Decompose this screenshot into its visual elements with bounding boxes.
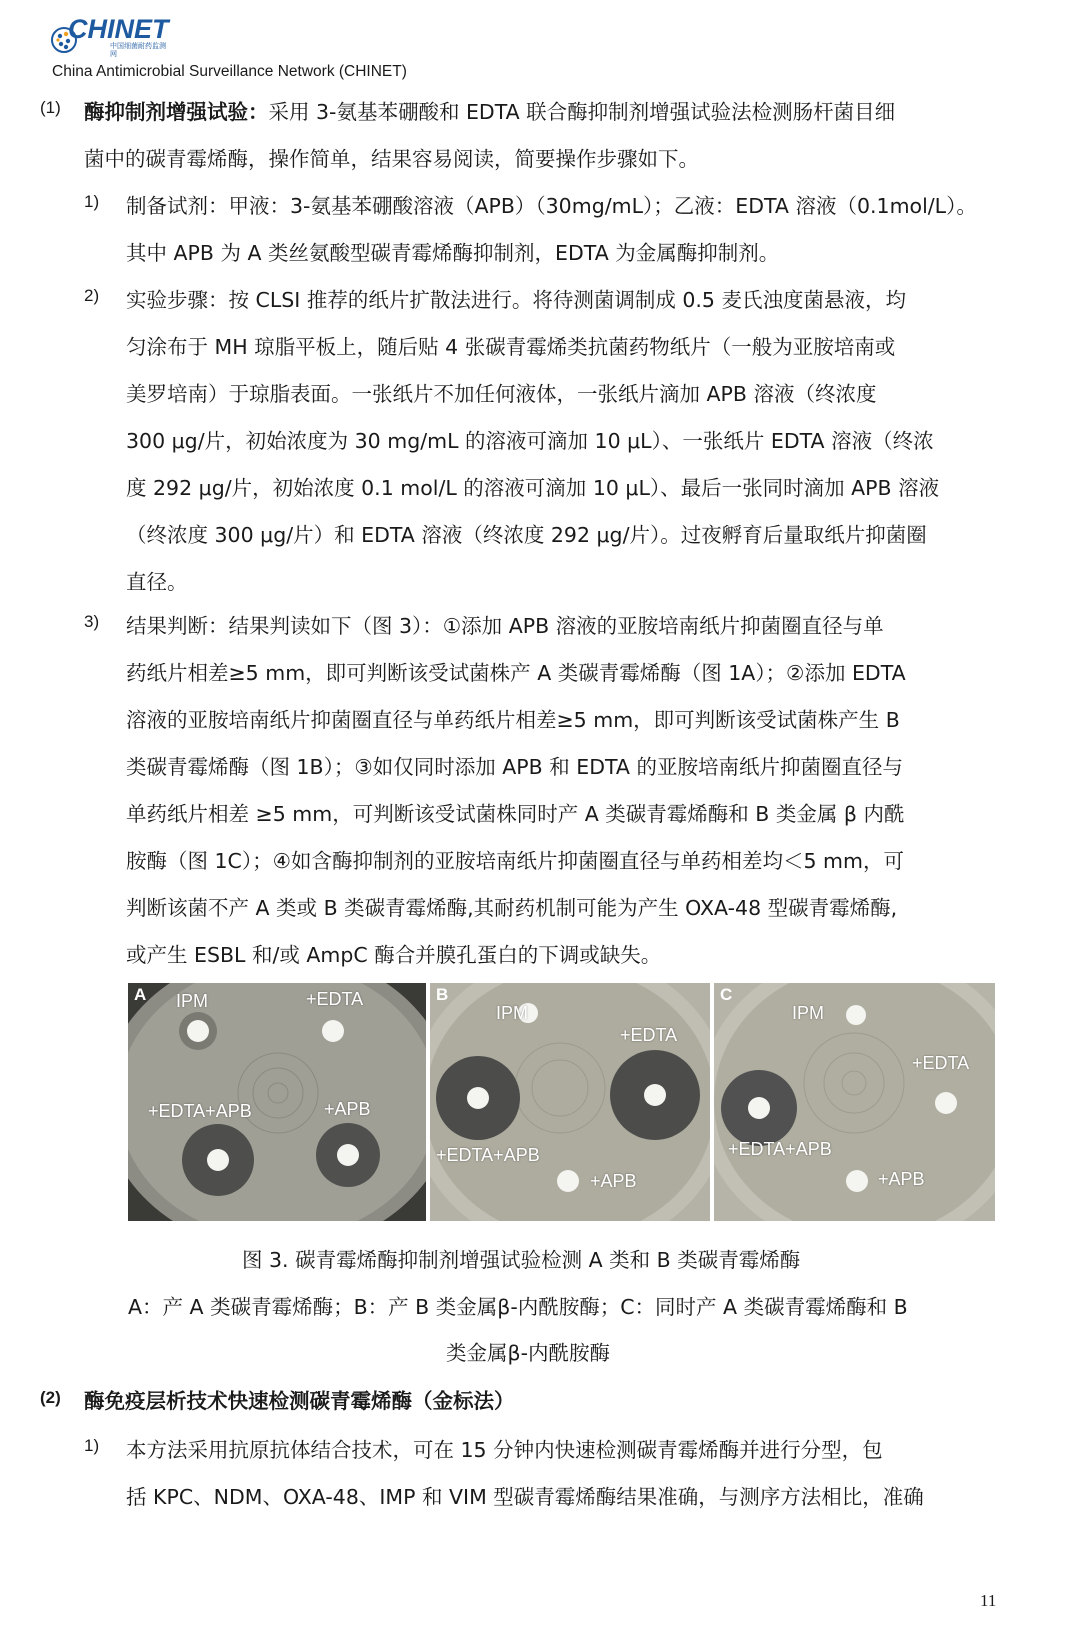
step1-number: 1) [84, 192, 100, 211]
panel-letter: A [134, 985, 147, 1004]
logo-cn-text: 中国细菌耐药监测网 [110, 42, 166, 58]
plate-label-edta-apb: +EDTA+APB [436, 1145, 540, 1165]
plate-c-image [714, 983, 995, 1221]
figure-3-plates [128, 983, 995, 1221]
section1-intro-line1 [84, 95, 895, 125]
step3-line: 或产生 ESBL 和/或 AmpC 酶合并膜孔蛋白的下调或缺失。 [126, 943, 662, 967]
plate-panel-b [430, 983, 710, 1221]
step3-line: 单药纸片相差 ≥5 mm，可判断该受试菌株同时产 A 类碳青霉烯酶和 B 类金属 β 内酰 [126, 802, 905, 826]
section1-intro-text: 采用 3-氨基苯硼酸和 EDTA 联合酶抑制剂增强试验法检测肠杆菌目细 [268, 100, 896, 124]
section2-number: (2) [40, 1388, 61, 1407]
panel-letter: B [436, 985, 449, 1004]
step3-line: 类碳青霉烯酶（图 1B）；③如仅同时添加 APB 和 EDTA 的亚胺培南纸片抑菌圈直径与 [126, 755, 903, 779]
section1-number: (1) [40, 98, 61, 117]
plate-label-ipm: IPM [792, 1003, 825, 1023]
section2-step1-line: 括 KPC、NDM、OXA-48、IMP 和 VIM 型碳青霉烯酶结果准确，与测序方法相比，准确 [126, 1485, 924, 1509]
plate-b-image [430, 983, 710, 1221]
step3-line: 结果判断：结果判读如下（图 3）：①添加 APB 溶液的亚胺培南纸片抑菌圈直径与单 [126, 614, 884, 638]
plate-label-ipm: IPM [496, 1003, 529, 1023]
network-name: China Antimicrobial Surveillance Network (CHINET) [52, 63, 407, 80]
figure-caption-line1: A：产 A 类碳青霉烯酶；B：产 B 类金属β-内酰胺酶；C：同时产 A 类碳青霉烯酶和 B [128, 1295, 908, 1319]
step2-line: 匀涂布于 MH 琼脂平板上，随后贴 4 张碳青霉烯类抗菌药物纸片（一般为亚胺培南或 [126, 335, 896, 359]
panel-letter: C [720, 985, 733, 1004]
plate-label-apb: +APB [878, 1169, 925, 1189]
step1-line: 其中 APB 为 A 类丝氨酸型碳青霉烯酶抑制剂，EDTA 为金属酶抑制剂。 [126, 241, 780, 265]
plate-label-apb: +APB [324, 1099, 371, 1119]
section1-intro-line2: 菌中的碳青霉烯酶，操作简单，结果容易阅读，简要操作步骤如下。 [84, 147, 699, 171]
step2-line: 实验步骤：按 CLSI 推荐的纸片扩散法进行。将待测菌调制成 0.5 麦氏浊度菌悬液，均 [126, 288, 906, 312]
step2-number: 2) [84, 286, 100, 305]
plate-label-edta: +EDTA [620, 1025, 678, 1045]
step1-line: 制备试剂：甲液：3-氨基苯硼酸溶液（APB）（30mg/mL）；乙液：EDTA 溶液（0.1mol/L）。 [126, 194, 977, 218]
plate-label-apb: +APB [590, 1171, 637, 1191]
step2-line: 300 μg/片，初始浓度为 30 mg/mL 的溶液可滴加 10 μL）、一张纸片 EDTA 溶液（终浓 [126, 429, 934, 453]
step2-line: 直径。 [126, 570, 188, 594]
logo-word: CHINET [68, 14, 169, 44]
chinet-logo [50, 14, 170, 60]
plate-label-edta-apb: +EDTA+APB [728, 1139, 832, 1159]
step3-line: 溶液的亚胺培南纸片抑菌圈直径与单药纸片相差≥5 mm，即可判断该受试菌株产生 B [126, 708, 900, 732]
figure-caption-title: 图 3. 碳青霉烯酶抑制剂增强试验检测 A 类和 B 类碳青霉烯酶 [242, 1248, 801, 1272]
plate-label-ipm: IPM [176, 991, 209, 1011]
section1-title: 酶抑制剂增强试验： [84, 100, 269, 124]
section2-step1-number: 1) [84, 1436, 100, 1455]
figure-caption-line2: 类金属β-内酰胺酶 [446, 1341, 610, 1365]
step3-line: 胺酶（图 1C）；④如含酶抑制剂的亚胺培南纸片抑菌圈直径与单药相差均＜5 mm，可 [126, 849, 904, 873]
plate-label-edta: +EDTA [306, 989, 364, 1009]
plate-panel-a [128, 983, 426, 1221]
section2-title: 酶免疫层析技术快速检测碳青霉烯酶（金标法） [84, 1389, 515, 1413]
step2-line: 度 292 μg/片，初始浓度 0.1 mol/L 的溶液可滴加 10 μL）、最后一张同时滴加 APB 溶液 [126, 476, 940, 500]
step2-line: 美罗培南）于琼脂表面。一张纸片不加任何液体，一张纸片滴加 APB 溶液（终浓度 [126, 382, 877, 406]
step3-line: 药纸片相差≥5 mm，即可判断该受试菌株产 A 类碳青霉烯酶（图 1A）；②添加 EDTA [126, 661, 906, 685]
plate-label-edta: +EDTA [912, 1053, 970, 1073]
step3-number: 3) [84, 612, 100, 631]
page-number: 11 [980, 1591, 997, 1610]
step2-line: （终浓度 300 μg/片）和 EDTA 溶液（终浓度 292 μg/片）。过夜孵育后量取纸片抑菌圈 [126, 523, 927, 547]
section2-step1-line: 本方法采用抗原抗体结合技术，可在 15 分钟内快速检测碳青霉烯酶并进行分型，包 [126, 1438, 883, 1462]
plate-label-edta-apb: +EDTA+APB [148, 1101, 252, 1121]
step3-line: 判断该菌不产 A 类或 B 类碳青霉烯酶,其耐药机制可能为产生 OXA-48 型碳青霉烯酶, [126, 896, 898, 920]
plate-panel-c [714, 983, 995, 1221]
